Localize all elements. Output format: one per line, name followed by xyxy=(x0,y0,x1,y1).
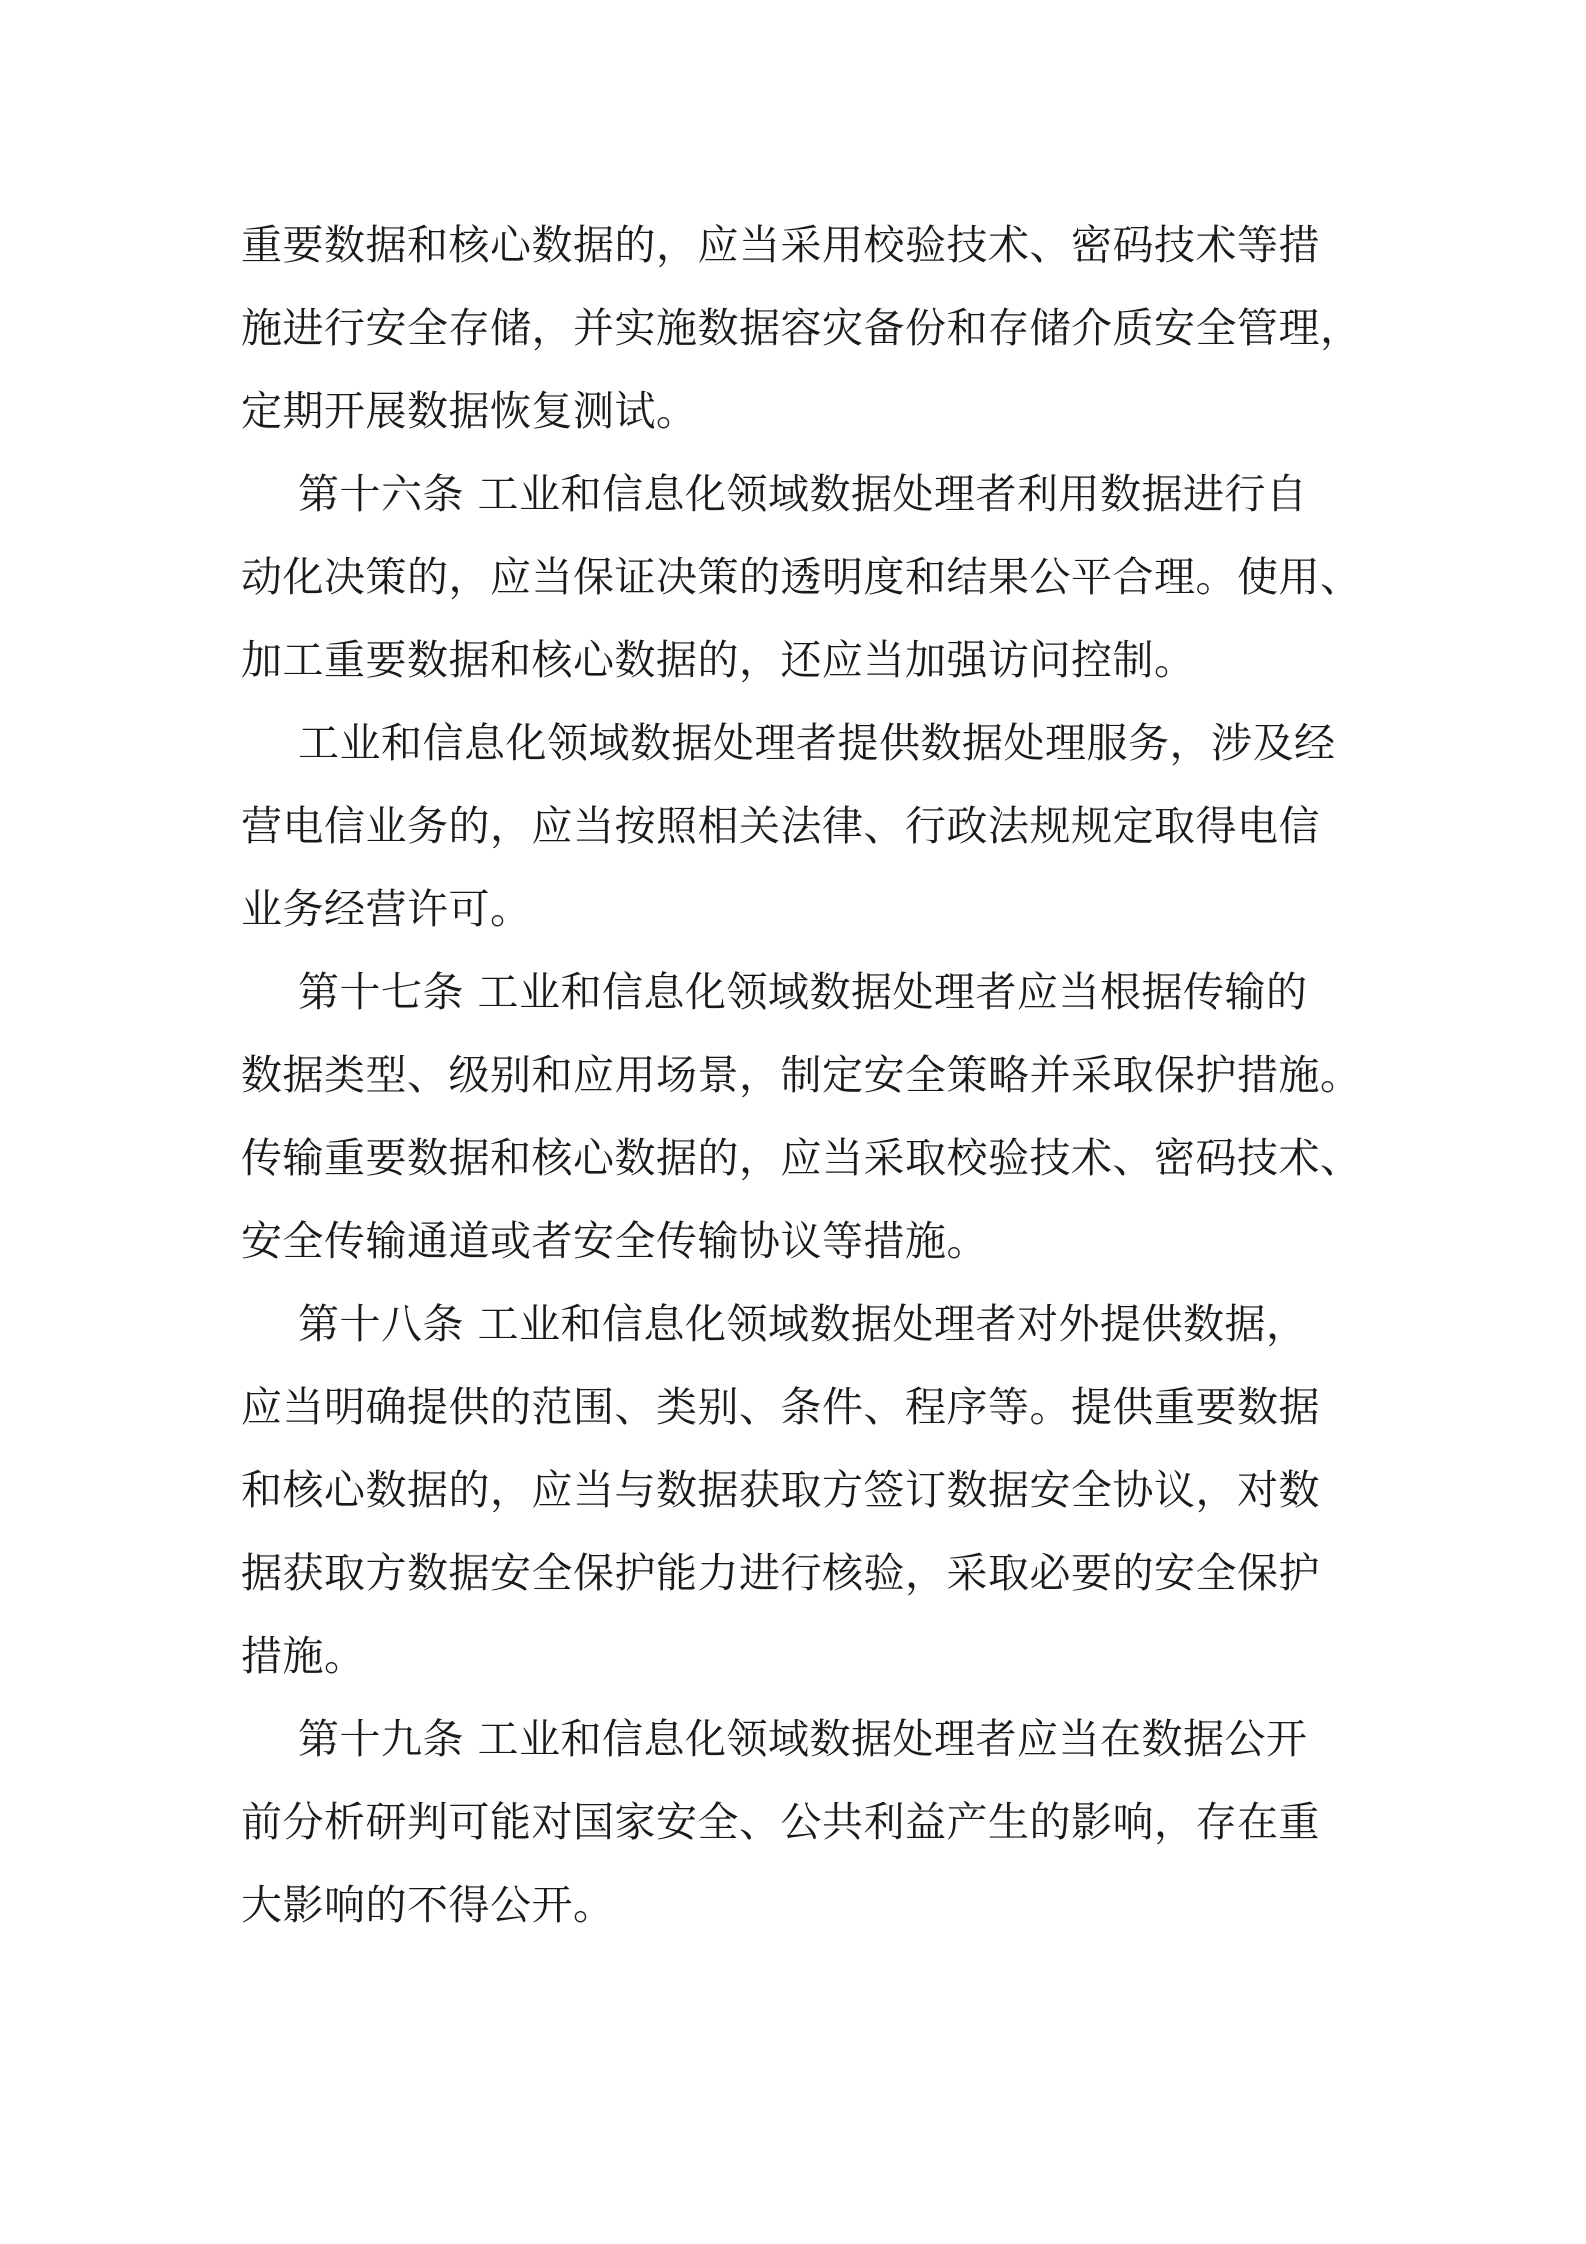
text-line: 措施。 xyxy=(241,1632,366,1680)
text-line: 定期开展数据恢复测试。 xyxy=(241,387,698,435)
article-16-first-line: 第十六条 工业和信息化领域数据处理者利用数据进行自 xyxy=(298,470,1308,518)
document-body xyxy=(241,204,1361,1947)
text-line: 前分析研判可能对国家安全、公共利益产生的影响，存在重 xyxy=(241,1798,1320,1846)
article-19-first-line: 第十九条 工业和信息化领域数据处理者应当在数据公开 xyxy=(298,1715,1308,1763)
text-line: 施进行安全存储，并实施数据容灾备份和存储介质安全管理， xyxy=(241,304,1362,352)
paragraph-first-line: 工业和信息化领域数据处理者提供数据处理服务，涉及经 xyxy=(298,719,1336,767)
article-18-first-line: 第十八条 工业和信息化领域数据处理者对外提供数据， xyxy=(298,1300,1308,1348)
article-17-first-line: 第十七条 工业和信息化领域数据处理者应当根据传输的 xyxy=(298,968,1308,1016)
text-line: 安全传输通道或者安全传输协议等措施。 xyxy=(241,1217,988,1265)
text-line: 营电信业务的，应当按照相关法律、行政法规规定取得电信 xyxy=(241,802,1320,850)
text-line: 应当明确提供的范围、类别、条件、程序等。提供重要数据 xyxy=(241,1383,1320,1431)
text-line: 传输重要数据和核心数据的，应当采取校验技术、密码技术、 xyxy=(241,1134,1362,1182)
text-line: 业务经营许可。 xyxy=(241,885,532,933)
text-line: 重要数据和核心数据的，应当采用校验技术、密码技术等措 xyxy=(241,221,1320,269)
text-line: 大影响的不得公开。 xyxy=(241,1881,615,1929)
text-line: 据获取方数据安全保护能力进行核验，采取必要的安全保护 xyxy=(241,1549,1320,1597)
text-line: 数据类型、级别和应用场景，制定安全策略并采取保护措施。 xyxy=(241,1051,1362,1099)
text-line: 加工重要数据和核心数据的，还应当加强访问控制。 xyxy=(241,636,1196,684)
text-line: 动化决策的，应当保证决策的透明度和结果公平合理。使用、 xyxy=(241,553,1362,601)
text-line: 和核心数据的，应当与数据获取方签订数据安全协议，对数 xyxy=(241,1466,1320,1514)
